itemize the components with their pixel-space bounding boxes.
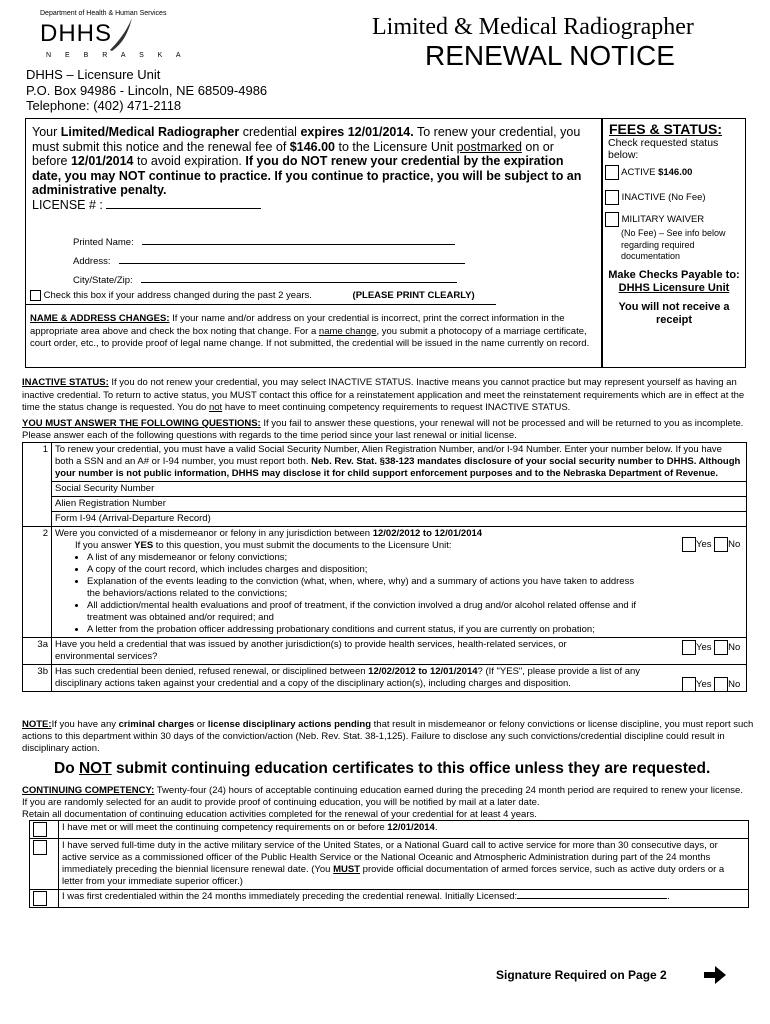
q3b-no-checkbox[interactable] — [714, 677, 728, 692]
competency-option-3-text: I was first credentialed within the 24 months immediately preceding the credential renewal. Initially Licensed: . — [59, 890, 749, 908]
question-3b-row — [23, 665, 747, 692]
printed-name-field[interactable] — [142, 244, 455, 245]
military-option: MILITARY WAIVER — [605, 212, 704, 227]
logo-dept-text: Department of Health & Human Services — [40, 10, 167, 17]
printed-name-row: Printed Name: — [73, 237, 455, 248]
alien-label: Alien Registration Number — [52, 497, 271, 512]
competency-option-3 — [30, 890, 749, 908]
i94-field[interactable] — [270, 512, 747, 527]
q3a-no-checkbox[interactable] — [714, 640, 728, 655]
q3b-text: Has such credential been denied, refused renewal, or disciplined between 12/02/2012 to 12/01/2014? (If "YES", please provide a list of any disciplinary actions taken against your credential and a copy of the disciplinary action(s), including charges and disposition. Yes No — [52, 665, 747, 692]
note-text: NOTE:If you have any criminal charges or license disciplinary actions pending that result in misdemeanor or felony convictions or license discipline, you must report such actions to this department within 30 days of the conviction/action (Neb. Rev. Stat. 38-1,125). Failure to disclose any such convictions/credential discipline could result in disciplinary action. — [22, 719, 754, 754]
license-label: LICENSE # : — [32, 197, 103, 212]
notice-text: Your Limited/Medical Radiographer credential expires 12/01/2014. To renew your credential, you must submit this notice and the renewal fee of $146.00 to the Licensure Unit postmarked on or before 12/01/2014 to avoid expiration. If you do NOT renew your credential by the expiration date, you may NOT continue to practice. If you continue to practice, you will be subject to an administrative penalty. LICENSE # : — [32, 125, 582, 212]
ssn-label: Social Security Number — [52, 482, 271, 497]
city-row: City/State/Zip: — [73, 275, 457, 286]
name-change-text: NAME & ADDRESS CHANGES: If your name and/or address on your credential is incorrect, print the correct information in the appropriate area above and check the box noting that change. For a name change, you submit a photocopy of a marriage certificate, court order, etc., to provide proof of legal name change. If not submitted, the credential will be issued in the name currently on record. — [30, 313, 590, 349]
fees-heading: FEES & STATUS: — [609, 121, 723, 137]
q2-no-checkbox[interactable] — [714, 537, 728, 552]
competency-text: CONTINUING COMPETENCY: Twenty-four (24) hours of acceptable continuing education earned during the preceding 24 month period are required to renew your license. If you are randomly selected for an audit to provide proof of continuing education, you will be notified by mail at a later date. Retain all documentation of continuing education activities completed for the renewal of your credential for at least 4 years. — [22, 785, 743, 820]
questions-intro: YOU MUST ANSWER THE FOLLOWING QUESTIONS: If you fail to answer these questions, your renewal will not be processed and will be returned to you as incomplete. Please answer each of the following questions with regards to the time period since your last renewal or initial license. — [22, 418, 744, 441]
unit-name: DHHS – Licensure Unit — [26, 67, 161, 82]
q2-yes-no: Yes No — [682, 537, 740, 552]
q3b-yes-no: Yes No — [682, 677, 740, 692]
dhhs-logo: DHHS — [40, 20, 113, 47]
list-item: • Explanation of the events leading to the conviction (what, when, where, why) and a summary of actions you have taken to address the behaviors/actions related to the convictions; — [87, 576, 647, 600]
competency-table — [29, 820, 749, 908]
q3a-number: 3a — [23, 638, 52, 665]
competency-option-1 — [30, 821, 749, 839]
list-item: • A list of any misdemeanor or felony convictions; — [87, 552, 647, 564]
signature-required-text: Signature Required on Page 2 — [496, 968, 667, 982]
q3a-yes-checkbox[interactable] — [682, 640, 696, 655]
competency-option-1-text: I have met or will meet the continuing competency requirements on or before 12/01/2014. — [59, 821, 749, 839]
address-change-row: Check this box if your address changed during the past 2 years. (PLEASE PRINT CLEARLY) — [30, 290, 500, 301]
ce-warning: Do NOT submit continuing education certificates to this office unless they are requested. — [54, 760, 711, 777]
payable-text: Make Checks Payable to: DHHS Licensure Unit — [608, 269, 740, 294]
competency-met-checkbox[interactable] — [33, 822, 47, 837]
question-2-row — [23, 527, 747, 638]
inactive-option: INACTIVE (No Fee) — [605, 190, 706, 205]
competency-option-2-text: I have served full-time duty in the active military service of the United States, or a National Guard call to active service for more than 30 consecutive days, or active service as a commissioned officer of the Public Health Service or the National Oceanic and Atmospheric Administration during part of the 24 months immediately preceding the biennial licensure renewal date. (You MUST provide official documentation of armed forces service, such as active duty orders or a letter from your immediate superior officer.) — [59, 839, 749, 890]
question-1-row — [23, 443, 747, 482]
military-waiver-checkbox[interactable] — [605, 212, 619, 227]
renewal-notice-box — [25, 118, 602, 368]
initially-licensed-field[interactable] — [517, 898, 667, 899]
ssn-field[interactable] — [270, 482, 747, 497]
q3a-text: Have you held a credential that was issued by another jurisdiction(s) to provide health services, health-related services, or environmental services? Yes No — [52, 638, 747, 665]
q2-number: 2 — [23, 527, 52, 638]
list-item: • A copy of the court record, which includes charges and disposition; — [87, 564, 647, 576]
inactive-status-text: INACTIVE STATUS: If you do not renew your credential, you may select INACTIVE STATUS. Inactive means you cannot practice but may represent yourself as having an inactive credential. To return to active status, you MUST contact this office for a reinstatement application and meet the reinstatement requirements which are in effect at the time the status change is requested. You do not have to meet continuing competency requirements to request INACTIVE STATUS. — [22, 377, 745, 413]
military-service-checkbox[interactable] — [33, 840, 47, 855]
city-state-zip-field[interactable] — [141, 282, 457, 283]
address-field[interactable] — [119, 263, 465, 264]
license-number-field[interactable] — [106, 208, 261, 209]
competency-option-2 — [30, 839, 749, 890]
telephone: Telephone: (402) 471-2118 — [26, 98, 182, 113]
address-row: Address: — [73, 256, 465, 267]
q3a-yes-no: Yes No — [682, 640, 740, 655]
list-item: • All addiction/mental health evaluations and proof of treatment, if the conviction involved a drug and/or alcohol related offense and if treatment was obtained and/or required; and — [87, 600, 647, 624]
list-item: • A letter from the probation officer addressing probationary conditions and current status, if you are currently on probation; — [87, 624, 647, 636]
q3b-yes-checkbox[interactable] — [682, 677, 696, 692]
q2-text: Were you convicted of a misdemeanor or felony in any jurisdiction between 12/02/2012 to 12/01/2014 If you answer YES to this question, you must submit the documents to the Licensure Unit: • A list of any misdemeanor or felony convictions; • A copy of the court record, which includes charges and disposition; • Explanation of the events leading to the conviction (what, when, where, why) and a summary of actions you have taken to address the behaviors/actions related to the convictions; • All addiction/mental health evaluations and proof of treatment, if the conviction involved a drug and/or alcohol related offense and if treatment was obtained and/or required; and • A letter from the probation officer addressing probationary conditions and current status, if you are currently on probation; Yes No — [52, 527, 747, 638]
form-subtitle: RENEWAL NOTICE — [425, 40, 675, 71]
fees-status-box — [602, 118, 746, 368]
q2-yes-checkbox[interactable] — [682, 537, 696, 552]
q1-text: To renew your credential, you must have a valid Social Security Number, Alien Registration Number, and/or I-94 Number. Enter your number below. If you have both a SSN and an A# or I-94 number, you must report both. Neb. Rev. Stat. §38-123 mandates disclosure of your social security number to DHHS. Although your number is not public information, DHHS may disclose it for child support enforcement purposes and to the Nebraska Department of Revenue. — [52, 443, 747, 482]
po-box: P.O. Box 94986 - Lincoln, NE 68509-4986 — [26, 83, 268, 98]
first-credentialed-checkbox[interactable] — [33, 891, 47, 906]
inactive-checkbox[interactable] — [605, 190, 619, 205]
question-3a-row — [23, 638, 747, 665]
arrow-right-icon — [704, 966, 726, 984]
check-status-text: Check requested status below: — [608, 137, 719, 161]
receipt-text: You will not receive a receipt — [618, 301, 730, 326]
address-changed-checkbox[interactable] — [30, 290, 41, 301]
divider — [26, 304, 496, 305]
q2-documents-list — [55, 552, 647, 636]
questions-table — [22, 442, 747, 692]
alien-field[interactable] — [270, 497, 747, 512]
i94-label: Form I-94 (Arrival-Departure Record) — [52, 512, 271, 527]
q1-number: 1 — [23, 443, 52, 527]
active-option: ACTIVE $146.00 — [605, 165, 692, 180]
military-note: (No Fee) – See info below regarding required documentation — [621, 228, 726, 261]
logo-swoosh-icon — [108, 16, 134, 52]
active-checkbox[interactable] — [605, 165, 619, 180]
form-title: Limited & Medical Radiographer — [372, 14, 694, 40]
q3b-number: 3b — [23, 665, 52, 692]
logo-nebraska: N E B R A S K A — [46, 52, 187, 59]
